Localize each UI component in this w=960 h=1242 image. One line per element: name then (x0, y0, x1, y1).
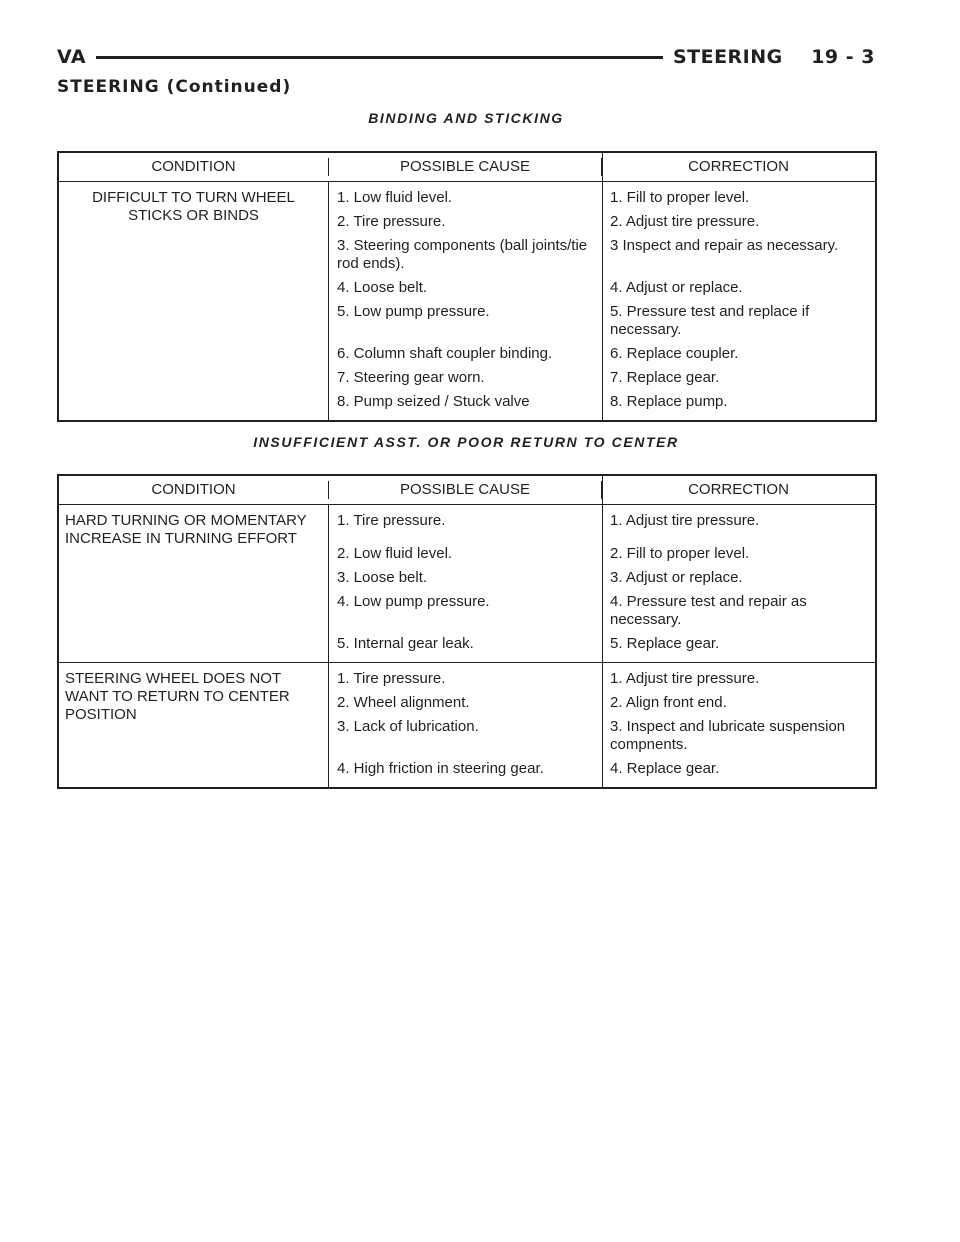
correction-cell: 7. Replace gear. (610, 369, 720, 386)
cause-cell: 2. Low fluid level. (337, 545, 453, 562)
condition-group (59, 182, 875, 420)
correction-cell: 2. Adjust tire pressure. (610, 213, 760, 230)
correction-cell: 6. Replace coupler. (610, 345, 739, 362)
correction-cell: 1. Adjust tire pressure. (610, 670, 760, 687)
table-header (59, 153, 875, 182)
correction-cell: 4. Pressure test and repair as necessary. (610, 593, 807, 628)
col-correction: CORRECTION (688, 481, 789, 498)
condition-cell: STEERING WHEEL DOES NOT WANT TO RETURN TO CENTER POSITION (59, 663, 329, 787)
cause-cell: 3. Loose belt. (337, 569, 428, 586)
cause-cell: 1. Tire pressure. (337, 670, 446, 687)
insufficient-assist-table (57, 474, 877, 789)
section-page-label: STEERING 19 - 3 (672, 46, 875, 68)
correction-cell: 2. Align front end. (610, 694, 727, 711)
cause-cell: 4. High friction in steering gear. (337, 760, 544, 777)
col-possible-cause: POSSIBLE CAUSE (329, 158, 602, 176)
correction-cell: 8. Replace pump. (610, 393, 728, 410)
correction-cell: 1. Fill to proper level. (610, 189, 750, 206)
correction-cell: 3 Inspect and repair as necessary. (610, 237, 839, 254)
correction-cell: 5. Replace gear. (610, 635, 720, 652)
cause-cell: 6. Column shaft coupler binding. (337, 345, 553, 362)
correction-cell: 1. Adjust tire pressure. (610, 512, 760, 529)
correction-cell: 4. Replace gear. (610, 760, 720, 777)
cause-cell: 4. Low pump pressure. (337, 593, 490, 610)
cause-cell: 4. Loose belt. (337, 279, 428, 296)
cause-cell: 5. Internal gear leak. (337, 635, 474, 652)
condition-group (59, 662, 875, 787)
cause-cell: 5. Low pump pressure. (337, 303, 490, 320)
col-possible-cause: POSSIBLE CAUSE (329, 481, 602, 499)
col-correction: CORRECTION (688, 158, 789, 175)
correction-cell: 3. Inspect and lubricate suspension compnents. (610, 718, 846, 753)
cause-cell: 1. Low fluid level. (337, 189, 453, 206)
binding-sticking-table (57, 151, 877, 422)
condition-cell: HARD TURNING OR MOMENTARY INCREASE IN TURNING EFFORT (59, 505, 329, 662)
cause-cell: 1. Tire pressure. (337, 512, 446, 529)
correction-cell: 3. Adjust or replace. (610, 569, 743, 586)
table-title-insufficient-assist: INSUFFICIENT ASST. OR POOR RETURN TO CENTER (253, 434, 679, 450)
cause-cell: 3. Steering components (ball joints/tie rod ends). (337, 237, 588, 272)
condition-cell: DIFFICULT TO TURN WHEEL STICKS OR BINDS (59, 182, 329, 420)
col-condition: CONDITION (59, 481, 329, 499)
cause-cell: 7. Steering gear worn. (337, 369, 485, 386)
col-condition: CONDITION (59, 158, 329, 176)
table-title-binding: BINDING AND STICKING (368, 110, 564, 126)
cause-cell: 2. Wheel alignment. (337, 694, 470, 711)
table-header (59, 476, 875, 505)
correction-cell: 2. Fill to proper level. (610, 545, 750, 562)
model-code: VA (57, 46, 87, 68)
cause-cell: 8. Pump seized / Stuck valve (337, 393, 530, 410)
correction-cell: 4. Adjust or replace. (610, 279, 743, 296)
header-rule (96, 56, 663, 59)
cause-cell: 2. Tire pressure. (337, 213, 446, 230)
page-header (57, 44, 875, 70)
continued-title: STEERING (Continued) (57, 77, 292, 97)
condition-group (59, 505, 875, 662)
correction-cell: 5. Pressure test and replace if necessary. (610, 303, 810, 338)
column-divider (602, 153, 603, 420)
column-divider (602, 476, 603, 787)
cause-cell: 3. Lack of lubrication. (337, 718, 479, 735)
